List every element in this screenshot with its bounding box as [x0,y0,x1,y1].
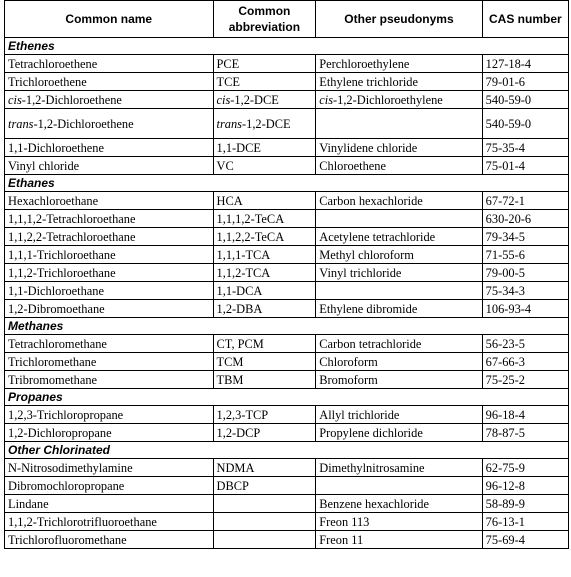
cell-cas-number: 75-34-3 [482,282,568,300]
table-row [5,228,569,246]
table-row [5,264,569,282]
cell-pseudonym: Vinylidene chloride [316,139,482,157]
cell-cas-number: 79-00-5 [482,264,568,282]
table-row [5,459,569,477]
cell-abbreviation [213,513,316,531]
cell-cas-number: 58-89-9 [482,495,568,513]
table-row [5,513,569,531]
name-rest: -1,2-Dichloroethene [33,116,134,131]
cell-common-name: Trichloromethane [5,353,214,371]
cell-common-name: Trichloroethene [5,73,214,91]
cell-common-name: Trichlorofluoromethane [5,531,214,549]
cell-common-name: 1,1,2-Trichlorotrifluoroethane [5,513,214,531]
cell-abbreviation: 1,2-DCP [213,424,316,442]
cell-common-name: Vinyl chloride [5,157,214,175]
cell-pseudonym: Freon 11 [316,531,482,549]
table-row [5,300,569,318]
cell-pseudonym: Chloroethene [316,157,482,175]
cell-cas-number: 67-66-3 [482,353,568,371]
table-row [5,210,569,228]
cell-abbreviation: NDMA [213,459,316,477]
cell-common-name: Lindane [5,495,214,513]
cell-pseudonym [316,91,482,109]
cell-cas-number: 71-55-6 [482,246,568,264]
cell-pseudonym: Carbon hexachloride [316,192,482,210]
cell-pseudonym: Ethylene dibromide [316,300,482,318]
cell-common-name: 1,1,2,2-Tetrachloroethane [5,228,214,246]
table-row [5,157,569,175]
cell-abbreviation [213,91,316,109]
table-row [5,477,569,495]
cell-cas-number: 76-13-1 [482,513,568,531]
cell-pseudonym [316,109,482,139]
cell-abbreviation: 1,2,3-TCP [213,406,316,424]
trans-prefix: trans [216,116,243,131]
cell-abbreviation: DBCP [213,477,316,495]
cell-pseudonym: Freon 113 [316,513,482,531]
cell-common-name: 1,1-Dichloroethene [5,139,214,157]
cell-abbreviation: TCE [213,73,316,91]
cell-pseudonym: Propylene dichloride [316,424,482,442]
cell-cas-number: 96-12-8 [482,477,568,495]
cell-abbreviation: 1,2-DBA [213,300,316,318]
header-cas-number: CAS number [482,1,568,38]
cell-abbreviation: HCA [213,192,316,210]
cell-common-name: 1,2-Dibromoethane [5,300,214,318]
section-label: Ethanes [5,175,569,192]
cell-common-name: Tetrachloroethene [5,55,214,73]
table-row [5,246,569,264]
cell-cas-number: 75-01-4 [482,157,568,175]
cell-abbreviation: TBM [213,371,316,389]
chemical-table [4,0,569,549]
cell-pseudonym: Acetylene tetrachloride [316,228,482,246]
section-label: Methanes [5,318,569,335]
cell-abbreviation: 1,1-DCA [213,282,316,300]
cell-common-name: Tetrachloromethane [5,335,214,353]
cell-pseudonym: Ethylene trichloride [316,73,482,91]
trans-prefix: trans [8,116,34,131]
section-propanes [5,389,569,406]
cell-abbreviation: CT, PCM [213,335,316,353]
cell-abbreviation: VC [213,157,316,175]
cell-cas-number: 56-23-5 [482,335,568,353]
cell-cas-number: 79-01-6 [482,73,568,91]
cell-common-name: N-Nitrosodimethylamine [5,459,214,477]
cell-cas-number: 75-25-2 [482,371,568,389]
cell-pseudonym [316,477,482,495]
cell-abbreviation: 1,1,1-TCA [213,246,316,264]
cell-common-name: Tribromomethane [5,371,214,389]
cell-cas-number: 630-20-6 [482,210,568,228]
abbr-rest: -1,2-DCE [230,92,279,107]
cell-abbreviation: TCM [213,353,316,371]
section-other-chlorinated [5,442,569,459]
chemical-table-container [4,0,569,549]
table-row [5,406,569,424]
section-label: Ethenes [5,38,569,55]
section-label: Propanes [5,389,569,406]
cell-pseudonym: Dimethylnitrosamine [316,459,482,477]
table-row [5,335,569,353]
cell-pseudonym: Vinyl trichloride [316,264,482,282]
cell-abbreviation [213,109,316,139]
cell-common-name: 1,1,1,2-Tetrachloroethane [5,210,214,228]
cell-abbreviation: 1,1-DCE [213,139,316,157]
cell-pseudonym: Bromoform [316,371,482,389]
section-label: Other Chlorinated [5,442,569,459]
cell-common-name: 1,1-Dichloroethane [5,282,214,300]
cell-pseudonym: Chloroform [316,353,482,371]
cell-common-name: Hexachloroethane [5,192,214,210]
header-other-pseudonyms: Other pseudonyms [316,1,482,38]
cell-cas-number: 540-59-0 [482,109,568,139]
abbr-rest: -1,2-DCE [242,116,291,131]
table-row [5,91,569,109]
cell-common-name: 1,1,2-Trichloroethane [5,264,214,282]
cell-pseudonym: Carbon tetrachloride [316,335,482,353]
table-row [5,371,569,389]
name-rest: -1,2-Dichloroethene [21,92,122,107]
table-row [5,73,569,91]
cell-pseudonym [316,282,482,300]
cell-common-name: 1,2,3-Trichloropropane [5,406,214,424]
cell-pseudonym: Methyl chloroform [316,246,482,264]
cell-cas-number: 127-18-4 [482,55,568,73]
cell-cas-number: 79-34-5 [482,228,568,246]
cell-abbreviation [213,495,316,513]
cell-common-name [5,109,214,139]
cell-common-name: Dibromochloropropane [5,477,214,495]
cis-prefix: cis [8,92,22,107]
table-row [5,109,569,139]
cell-cas-number: 75-69-4 [482,531,568,549]
cell-abbreviation: 1,1,1,2-TeCA [213,210,316,228]
cell-pseudonym: Perchloroethylene [316,55,482,73]
section-ethanes [5,175,569,192]
table-row [5,353,569,371]
table-row [5,55,569,73]
table-row [5,282,569,300]
cell-abbreviation [213,531,316,549]
cell-cas-number: 540-59-0 [482,91,568,109]
cell-cas-number: 96-18-4 [482,406,568,424]
table-row [5,139,569,157]
cis-prefix: cis [216,92,231,107]
table-row [5,495,569,513]
cell-common-name: 1,2-Dichloropropane [5,424,214,442]
cell-pseudonym: Allyl trichloride [316,406,482,424]
cell-cas-number: 67-72-1 [482,192,568,210]
header-common-abbreviation: Common abbreviation [213,1,316,38]
cell-cas-number: 106-93-4 [482,300,568,318]
cell-cas-number: 62-75-9 [482,459,568,477]
cell-abbreviation: 1,1,2-TCA [213,264,316,282]
table-row [5,424,569,442]
cell-common-name: 1,1,1-Trichloroethane [5,246,214,264]
header-row [5,1,569,38]
header-common-name: Common name [5,1,214,38]
table-row [5,531,569,549]
pseudo-rest: -1,2-Dichloroethylene [333,92,443,107]
cell-abbreviation: PCE [213,55,316,73]
cis-prefix: cis [319,92,334,107]
cell-cas-number: 78-87-5 [482,424,568,442]
table-row [5,192,569,210]
cell-cas-number: 75-35-4 [482,139,568,157]
section-methanes [5,318,569,335]
cell-common-name [5,91,214,109]
cell-pseudonym: Benzene hexachloride [316,495,482,513]
section-ethenes [5,38,569,55]
cell-abbreviation: 1,1,2,2-TeCA [213,228,316,246]
cell-pseudonym [316,210,482,228]
